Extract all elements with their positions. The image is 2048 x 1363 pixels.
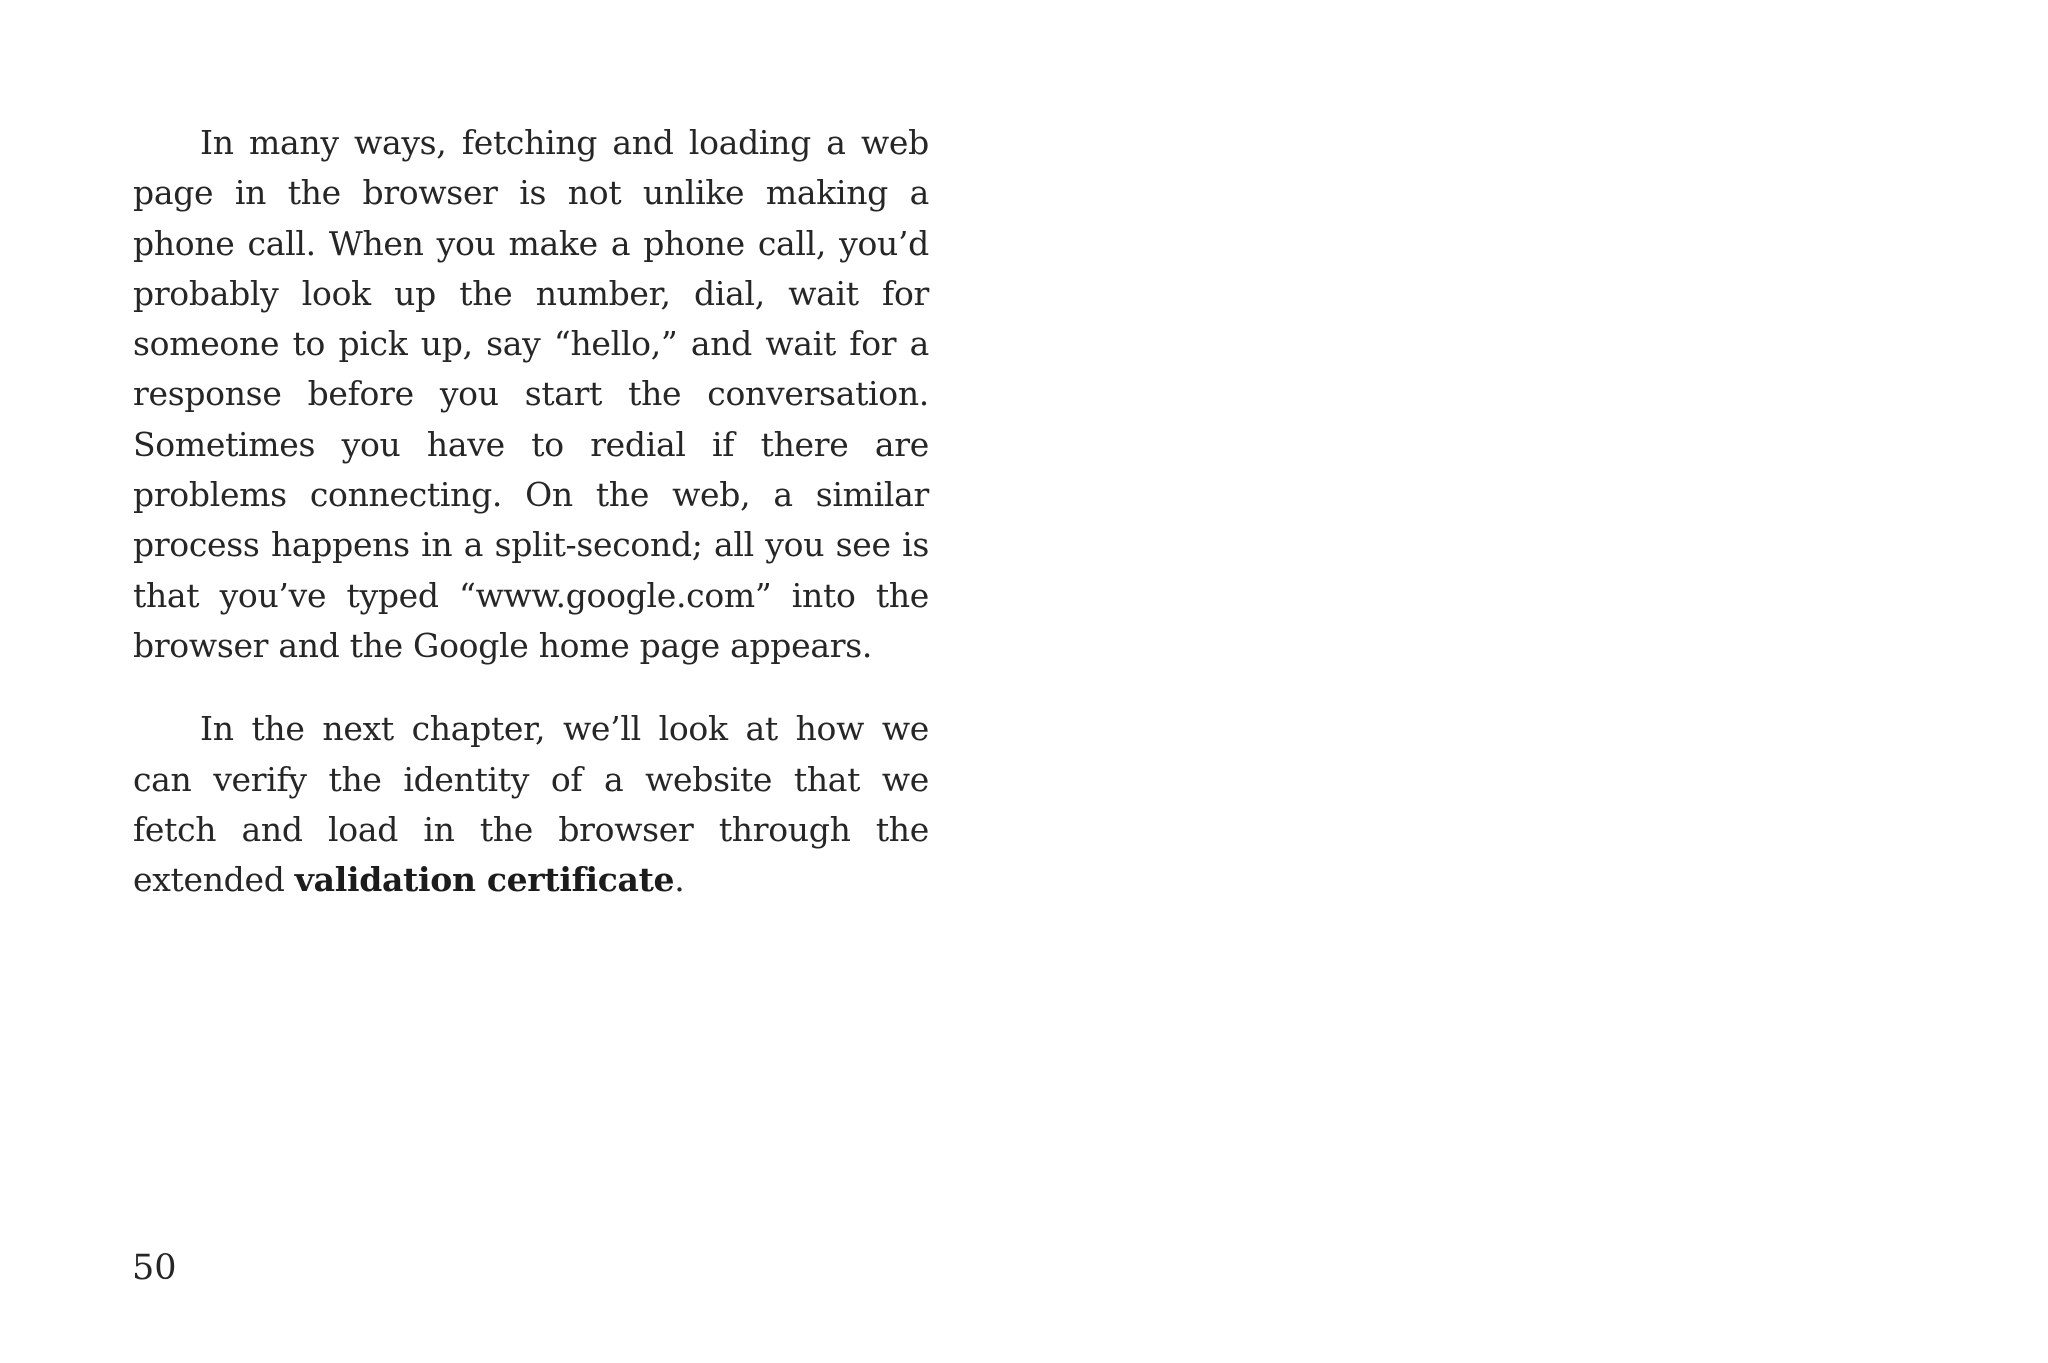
- bold-term-validation-certificate: validation certificate: [294, 860, 675, 900]
- next-chapter-text: In the next chapter, we’ll look at how we can verify the identity of a website that we fetch and load in the browser through the extended: [133, 709, 929, 900]
- page-number: 50: [132, 1248, 177, 1288]
- closing-period: .: [674, 860, 685, 900]
- body-text: [133, 118, 929, 905]
- paragraph-phone-call-analogy: In many ways, fetching and loading a web page in the browser is not unlike making a phone call. When you make a phone call, you’d probably look up the number, dial, wait for someone to pick up, say “hello,” and wait for a response before you start the conversation. Sometimes you have to redial if there are problems connecting. On the web, a similar process happens in a split-second; all you see is that you’ve typed “www.google.com” into the browser and the Google home page appears.: [133, 123, 929, 665]
- paragraph-next-chapter: [133, 704, 929, 905]
